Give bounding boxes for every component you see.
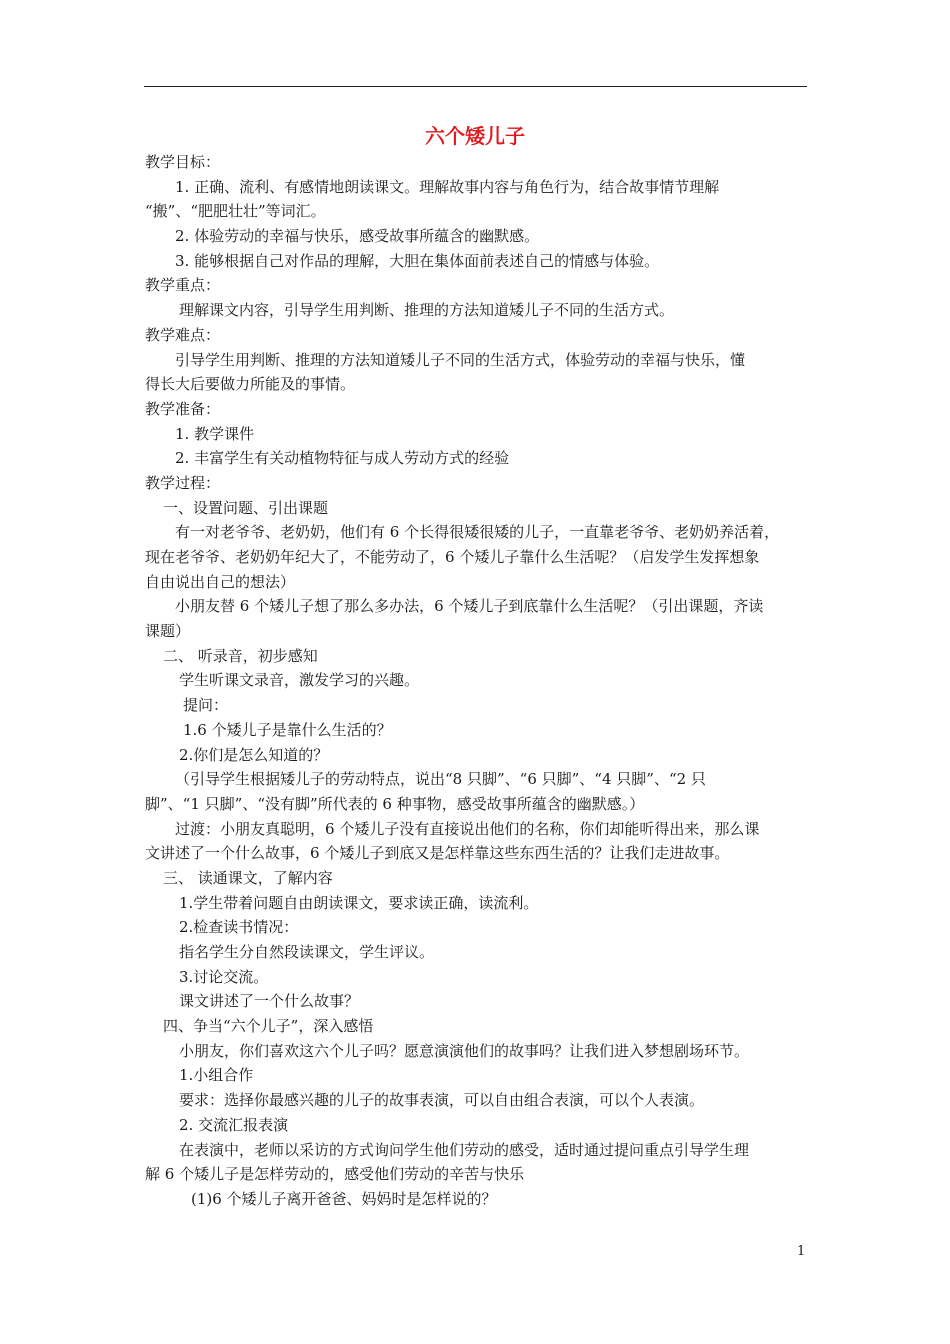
section-heading: 教学目标： — [145, 153, 221, 171]
header-rule — [144, 86, 807, 87]
document-title: 六个矮儿子 — [425, 124, 525, 148]
paragraph-line: 1.小组合作 — [179, 1066, 254, 1085]
paragraph-line: 1. 正确、流利、有感情地朗读课文。理解故事内容与角色行为，结合故事情节理解 — [175, 177, 720, 196]
paragraph-line: 3.讨论交流。 — [179, 967, 269, 986]
paragraph-line: 3. 能够根据自己对作品的理解，大胆在集体面前表述自己的情感与体验。 — [175, 251, 660, 270]
paragraph-line: 2. 交流汇报表演 — [179, 1115, 289, 1134]
paragraph-line: 2.检查读书情况： — [179, 918, 299, 937]
paragraph-line: 1. 教学课件 — [175, 424, 255, 443]
paragraph-line: 要求：选择你最感兴趣的儿子的故事表演，可以自由组合表演，可以个人表演。 — [179, 1091, 705, 1110]
section-heading: 教学准备： — [145, 399, 221, 418]
paragraph-line: 指名学生分自然段读课文，学生评议。 — [179, 943, 435, 961]
paragraph-line: 在表演中，老师以采访的方式询问学生他们劳动的感受，适时通过提问重点引导学生理 — [179, 1140, 750, 1159]
paragraph-line: (1)6 个矮儿子离开爸爸、妈妈时是怎样说的？ — [191, 1189, 497, 1208]
paragraph-line: 有一对老爷爷、老奶奶，他们有 6 个长得很矮很矮的儿子，一直靠老爷爷、老奶奶养活着， — [175, 523, 780, 542]
paragraph-line: 1.学生带着问题自由朗读课文，要求读正确，读流利。 — [179, 893, 539, 912]
paragraph-line: 学生听课文录音，激发学习的兴趣。 — [179, 671, 420, 690]
paragraph-line: 2. 丰富学生有关动植物特征与成人劳动方式的经验 — [175, 449, 510, 468]
subsection-heading: 二、 听录音，初步感知 — [163, 646, 318, 665]
subsection-heading: 三、 读通课文，了解内容 — [163, 868, 333, 887]
paragraph-line: 过渡：小朋友真聪明，6 个矮儿子没有直接说出他们的名称，你们却能听得出来，那么课 — [175, 819, 760, 838]
paragraph-line: “搬”、“肥肥壮壮”等词汇。 — [145, 202, 326, 221]
section-heading: 教学难点： — [145, 325, 221, 344]
paragraph-line: 1.6 个矮儿子是靠什么生活的？ — [183, 720, 392, 739]
paragraph-line: 课文讲述了一个什么故事？ — [179, 992, 360, 1011]
paragraph-line: 文讲述了一个什么故事，6 个矮儿子到底又是怎样靠这些东西生活的？让我们走进故事。 — [145, 844, 730, 863]
section-heading: 教学过程： — [145, 473, 221, 492]
paragraph-line: 解 6 个矮儿子是怎样劳动的，感受他们劳动的辛苦与快乐 — [145, 1165, 525, 1184]
paragraph-line: 现在老爷爷、老奶奶年纪大了，不能劳动了，6 个矮儿子靠什么生活呢？（启发学生发挥想象 — [145, 548, 760, 566]
paragraph-line: 引导学生用判断、推理的方法知道矮儿子不同的生活方式，体验劳动的幸福与快乐，懂 — [175, 350, 746, 369]
paragraph-line: （引导学生根据矮儿子的劳动特点，说出“8 只脚”、“6 只脚”、“4 只脚”、“2 只 — [175, 770, 706, 789]
paragraph-line: 自由说出自己的想法） — [145, 572, 296, 591]
subsection-heading: 一、设置问题、引出课题 — [163, 498, 329, 517]
paragraph-line: 2.你们是怎么知道的？ — [179, 745, 329, 764]
subsection-heading: 四、争当“六个儿子”，深入感悟 — [163, 1017, 374, 1036]
paragraph-line: 小朋友，你们喜欢这六个儿子吗？愿意演演他们的故事吗？让我们进入梦想剧场环节。 — [179, 1041, 750, 1060]
paragraph-line: 2. 体验劳动的幸福与快乐，感受故事所蕴含的幽默感。 — [175, 227, 540, 246]
paragraph-line: 得长大后要做力所能及的事情。 — [145, 375, 356, 394]
page-number: 1 — [797, 1244, 806, 1259]
paragraph-line: 脚”、“1 只脚”、“没有脚”所代表的 6 种事物，感受故事所蕴含的幽默感。） — [145, 794, 645, 813]
paragraph-line: 小朋友替 6 个矮儿子想了那么多办法，6 个矮儿子到底靠什么生活呢？（引出课题，齐读 — [175, 597, 764, 616]
paragraph-line: 课题） — [145, 622, 191, 641]
paragraph-line: 理解课文内容，引导学生用判断、推理的方法知道矮儿子不同的生活方式。 — [179, 301, 675, 320]
section-heading: 教学重点： — [145, 276, 221, 295]
document-body — [145, 150, 810, 1212]
paragraph-line: 提问： — [183, 696, 229, 715]
